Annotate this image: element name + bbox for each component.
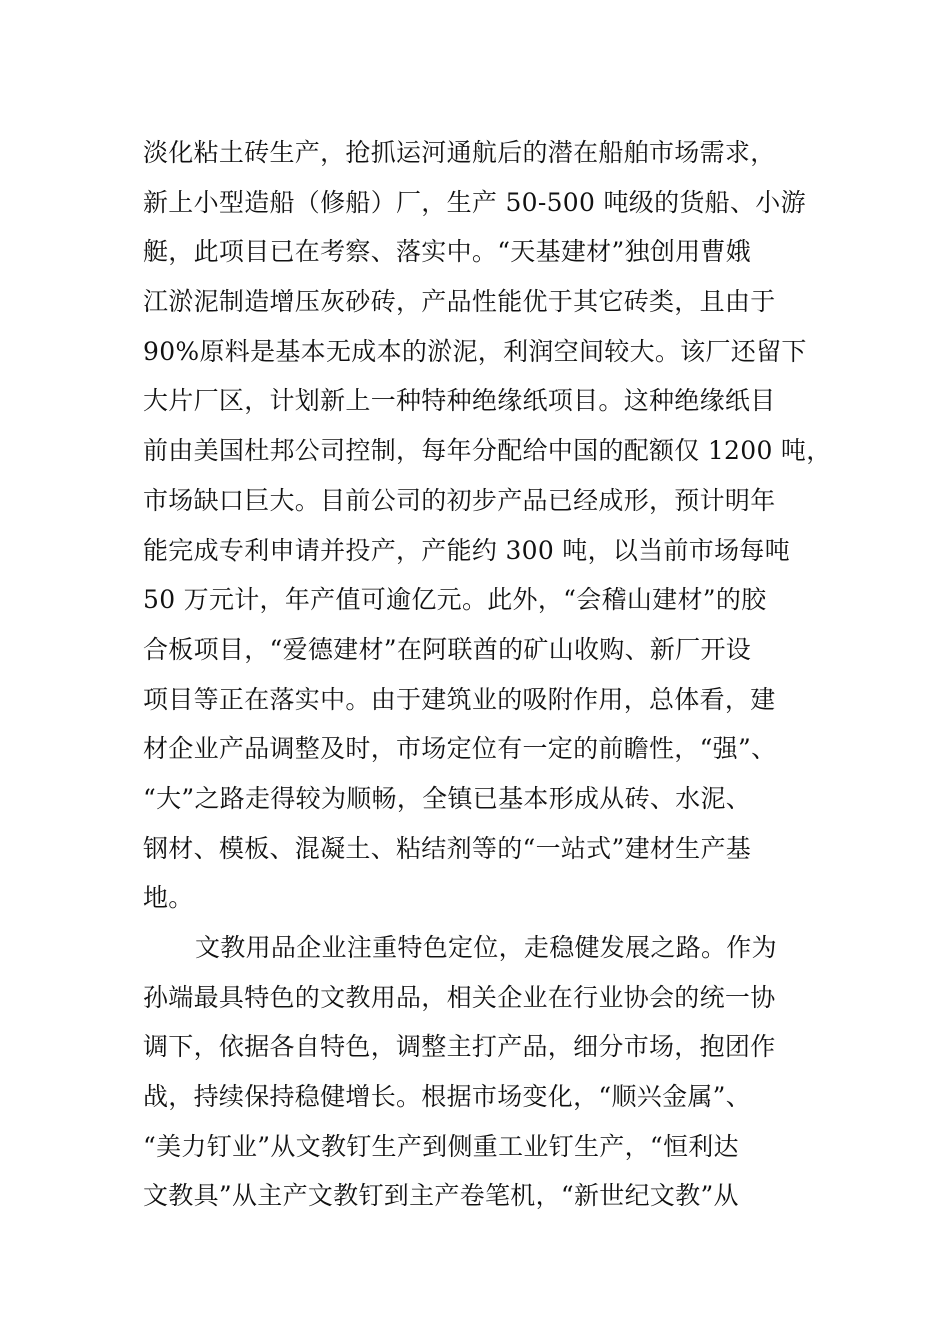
text-line: 淡化粘土砖生产，抢抓运河通航后的潜在船舶市场需求， <box>143 138 776 167</box>
text-line: 90%原料是基本无成本的淤泥，利润空间较大。该厂还留下 <box>143 336 807 366</box>
text-line: 江淤泥制造增压灰砂砖，产品性能优于其它砖类，且由于 <box>143 287 776 317</box>
text-line: 地。 <box>143 883 194 913</box>
text-line: “大”之路走得较为顺畅，全镇已基本形成从砖、水泥、 <box>143 783 752 813</box>
text-line: 50 万元计，年产值可逾亿元。此外，“会稽山建材”的胶 <box>143 585 767 615</box>
paragraph <box>143 128 832 923</box>
text-line: 调下，依据各自特色，调整主打产品，细分市场，抱团作 <box>143 1032 776 1062</box>
text-line: 市场缺口巨大。目前公司的初步产品已经成形，预计明年 <box>143 485 776 515</box>
text-line: 文教具”从主产文教钉到主产卷笔机，“新世纪文教”从 <box>143 1181 739 1211</box>
text-line: 项目等正在落实中。由于建筑业的吸附作用，总体看，建 <box>143 684 776 714</box>
text-line: 孙端最具特色的文教用品，相关企业在行业协会的统一协 <box>143 982 776 1012</box>
body-text <box>143 128 832 1221</box>
text-line: 文教用品企业注重特色定位，走稳健发展之路。作为 <box>195 933 777 962</box>
text-line: 新上小型造船（修船）厂，生产 50-500 吨级的货船、小游 <box>143 187 806 217</box>
text-line: 前由美国杜邦公司控制，每年分配给中国的配额仅 1200 吨， <box>143 436 832 466</box>
text-line: 艇，此项目已在考察、落实中。“天基建材”独创用曹娥 <box>143 237 752 267</box>
text-line: 能完成专利申请并投产，产能约 300 吨，以当前市场每吨 <box>143 535 791 565</box>
text-line: 合板项目，“爱德建材”在阿联酋的矿山收购、新厂开设 <box>143 634 752 664</box>
text-line: 材企业产品调整及时，市场定位有一定的前瞻性，“强”、 <box>143 734 777 764</box>
paragraph <box>143 923 823 1221</box>
text-line: 钢材、模板、混凝土、粘结剂等的“一站式”建材生产基 <box>143 833 752 863</box>
text-line: 战，持续保持稳健增长。根据市场变化，“顺兴金属”、 <box>143 1082 752 1112</box>
text-line: 大片厂区，计划新上一种特种绝缘纸项目。这种绝缘纸目 <box>143 386 776 416</box>
text-line: “美力钉业”从文教钉生产到侧重工业钉生产，“恒利达 <box>143 1131 739 1161</box>
